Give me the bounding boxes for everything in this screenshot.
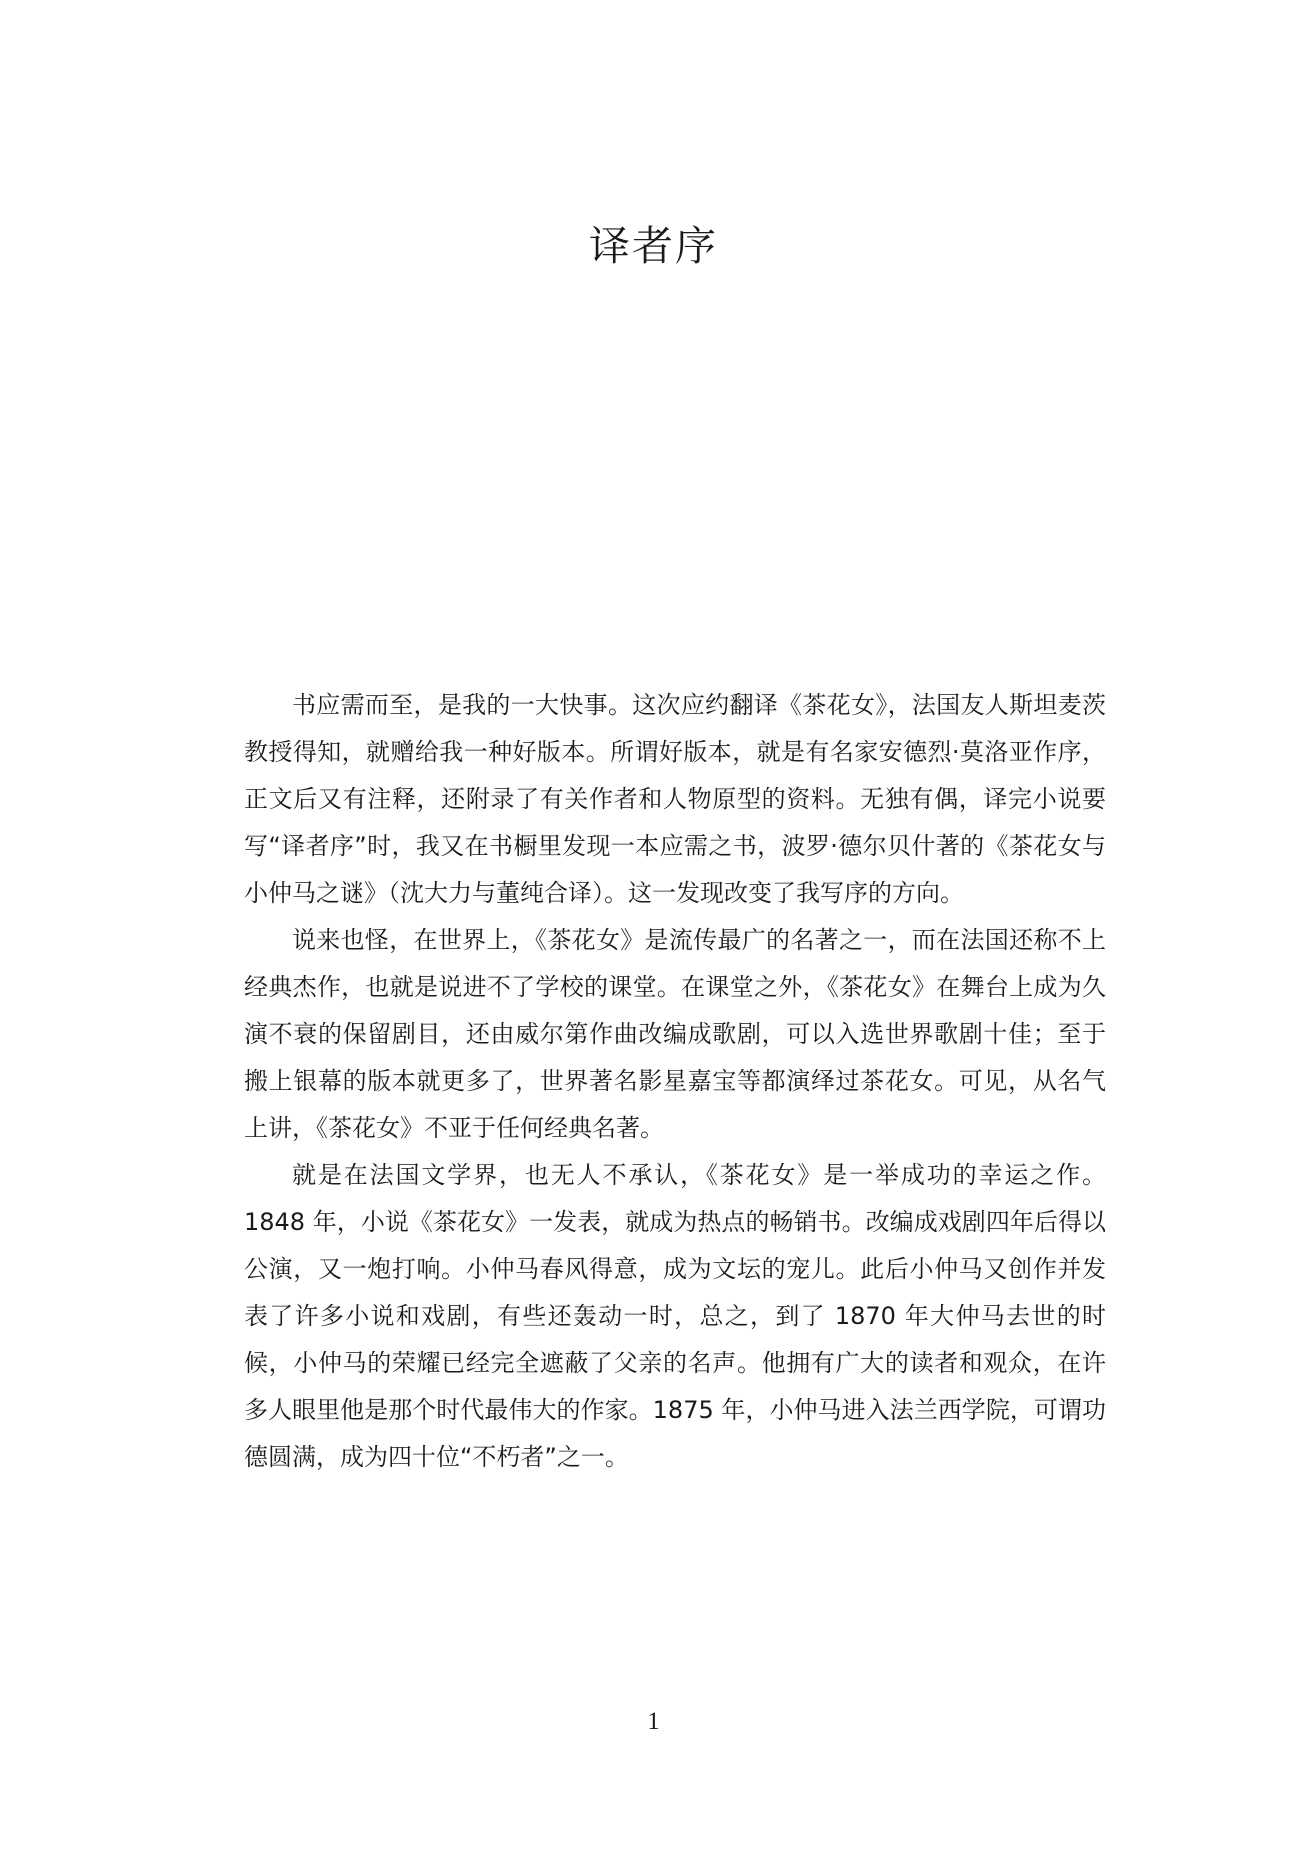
page-number: 1 <box>647 1708 660 1735</box>
paragraph: 书应需而至，是我的一大快事。这次应约翻译《茶花女》，法国友人斯坦麦茨教授得知，就赠给我一种好版本。所谓好版本，就是有名家安德烈·莫洛亚作序，正文后又有注释，还附录了有关作者和人物原型的资料。无独有偶，译完小说要写“译者序”时，我又在书橱里发现一本应需之书，波罗·德尔贝什著的《茶花女与小仲马之谜》（沈大力与董纯合译）。这一发现改变了我写序的方向。 <box>244 691 1106 907</box>
paragraph: 说来也怪，在世界上，《茶花女》是流传最广的名著之一，而在法国还称不上经典杰作，也就是说进不了学校的课堂。在课堂之外，《茶花女》在舞台上成为久演不衰的保留剧目，还由威尔第作曲改编成歌剧，可以入选世界歌剧十佳；至于搬上银幕的版本就更多了，世界著名影星嘉宝等都演绎过茶花女。可见，从名气上讲，《茶花女》不亚于任何经典名著。 <box>244 926 1106 1142</box>
chapter-title: 译者序 <box>589 222 718 270</box>
body-text <box>244 682 1106 1481</box>
paragraph: 就是在法国文学界，也无人不承认，《茶花女》是一举成功的幸运之作。1848 年，小说《茶花女》一发表，就成为热点的畅销书。改编成戏剧四年后得以公演，又一炮打响。小仲马春风得意，成为文坛的宠儿。此后小仲马又创作并发表了许多小说和戏剧，有些还轰动一时，总之，到了 1870 年大仲马去世的时候，小仲马的荣耀已经完全遮蔽了父亲的名声。他拥有广大的读者和观众，在许多人眼里他是那个时代最伟大的作家。1875 年，小仲马进入法兰西学院，可谓功德圆满，成为四十位“不朽者”之一。 <box>244 1161 1106 1471</box>
